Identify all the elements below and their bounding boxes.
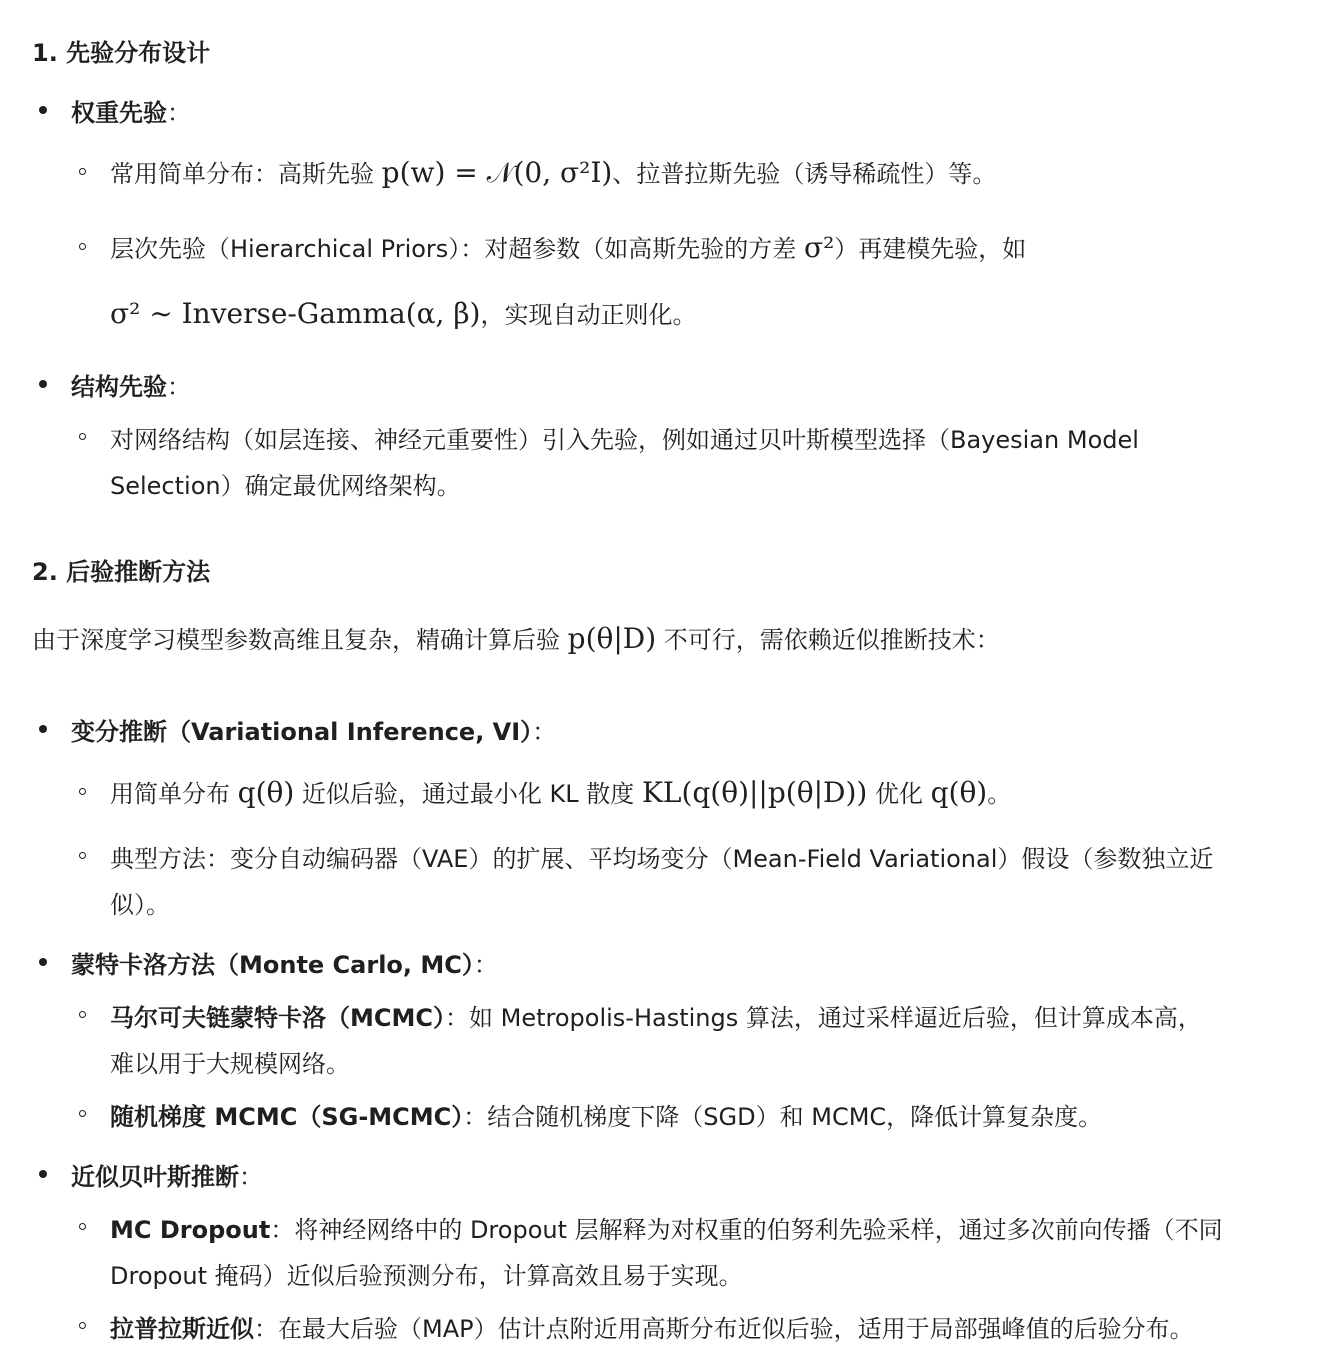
sub-bullet-ring [79, 1322, 86, 1329]
list-item-structure-line2: Selection）确定最优网络架构。 [110, 472, 461, 500]
mc-label: 蒙特卡洛方法（Monte Carlo, MC） [71, 951, 474, 979]
list-item-vi-kl: 用简单分布 q(θ) 近似后验，通过最小化 KL 散度 KL(q(θ)||p(θ|D)) 优化 q(θ)。 [110, 776, 1012, 809]
list-item-structure-prior: 结构先验： [71, 373, 191, 401]
list-item-sgmcmc: 随机梯度 MCMC（SG-MCMC）：结合随机梯度下降（SGD）和 MCMC，降低计算复杂度。 [110, 1103, 1103, 1131]
list-item-weight-prior: 权重先验： [71, 99, 191, 127]
list-item-mc-dropout-line1: MC Dropout：将神经网络中的 Dropout 层解释为对权重的伯努利先验采样，通过多次前向传播（不同 [110, 1216, 1223, 1244]
bullet-dot [39, 106, 47, 114]
sub-bullet-ring [79, 1011, 86, 1018]
paragraph-intro: 由于深度学习模型参数高维且复杂，精确计算后验 p(θ|D) 不可行，需依赖近似推断技术： [32, 622, 1000, 655]
sub-bullet-ring [79, 168, 86, 175]
section-title-posterior-inference: 2. 后验推断方法 [32, 558, 211, 586]
sub-bullet-ring [79, 1223, 86, 1230]
sub-bullet-ring [79, 1110, 86, 1117]
structure-prior-label: 结构先验 [71, 373, 167, 401]
list-item-vi-methods-line1: 典型方法：变分自动编码器（VAE）的扩展、平均场变分（Mean-Field Variational）假设（参数独立近 [110, 845, 1214, 873]
bullet-dot [39, 725, 47, 733]
sub-bullet-ring [79, 243, 86, 250]
list-item-hierarchical-prior: 层次先验（Hierarchical Priors）：对超参数（如高斯先验的方差 σ²）再建模先验，如 [110, 231, 1027, 264]
math-posterior: p(θ|D) [567, 622, 657, 655]
math-q-theta: q(θ) [237, 776, 295, 809]
math-q-theta: q(θ) [930, 776, 988, 809]
list-item-mc-dropout-line2: Dropout 掩码）近似后验预测分布，计算高效且易于实现。 [110, 1262, 743, 1290]
section-title-prior-design: 1. 先验分布设计 [32, 39, 211, 67]
weight-prior-label: 权重先验 [71, 99, 167, 127]
bullet-dot [39, 958, 47, 966]
list-item-mcmc-line1: 马尔可夫链蒙特卡洛（MCMC）：如 Metropolis-Hastings 算法，通过采样逼近后验，但计算成本高， [110, 1004, 1202, 1032]
list-item-mcmc-line2: 难以用于大规模网络。 [110, 1050, 350, 1078]
list-item-vi: 变分推断（Variational Inference, VI）： [71, 718, 557, 746]
bullet-dot [39, 1170, 47, 1178]
math-gaussian-prior: p(w) = 𝒩(0, σ²I) [381, 156, 613, 189]
vi-label: 变分推断（Variational Inference, VI） [71, 718, 533, 746]
approx-label: 近似贝叶斯推断 [71, 1163, 239, 1191]
list-item-approx: 近似贝叶斯推断： [71, 1163, 263, 1191]
list-item-structure-line1: 对网络结构（如层连接、神经元重要性）引入先验，例如通过贝叶斯模型选择（Bayesian Model [110, 426, 1139, 454]
sub-bullet-ring [79, 433, 86, 440]
list-item-vi-methods-line2: 似）。 [110, 891, 170, 919]
list-item-simple-prior: 常用简单分布：高斯先验 p(w) = 𝒩(0, σ²I)、拉普拉斯先验（诱导稀疏性）等。 [110, 156, 997, 189]
list-item-mc: 蒙特卡洛方法（Monte Carlo, MC）： [71, 951, 498, 979]
math-inverse-gamma: σ² ∼ Inverse-Gamma(α, β) [110, 297, 481, 330]
math-sigma-squared: σ² [803, 231, 835, 264]
sub-bullet-ring [79, 788, 86, 795]
bullet-dot [39, 380, 47, 388]
sub-bullet-ring [79, 852, 86, 859]
list-item-hierarchical-prior-cont: σ² ∼ Inverse-Gamma(α, β)，实现自动正则化。 [110, 297, 697, 330]
math-kl-divergence: KL(q(θ)||p(θ|D)) [641, 776, 868, 809]
list-item-laplace: 拉普拉斯近似：在最大后验（MAP）估计点附近用高斯分布近似后验，适用于局部强峰值的后验分布。 [110, 1315, 1194, 1343]
